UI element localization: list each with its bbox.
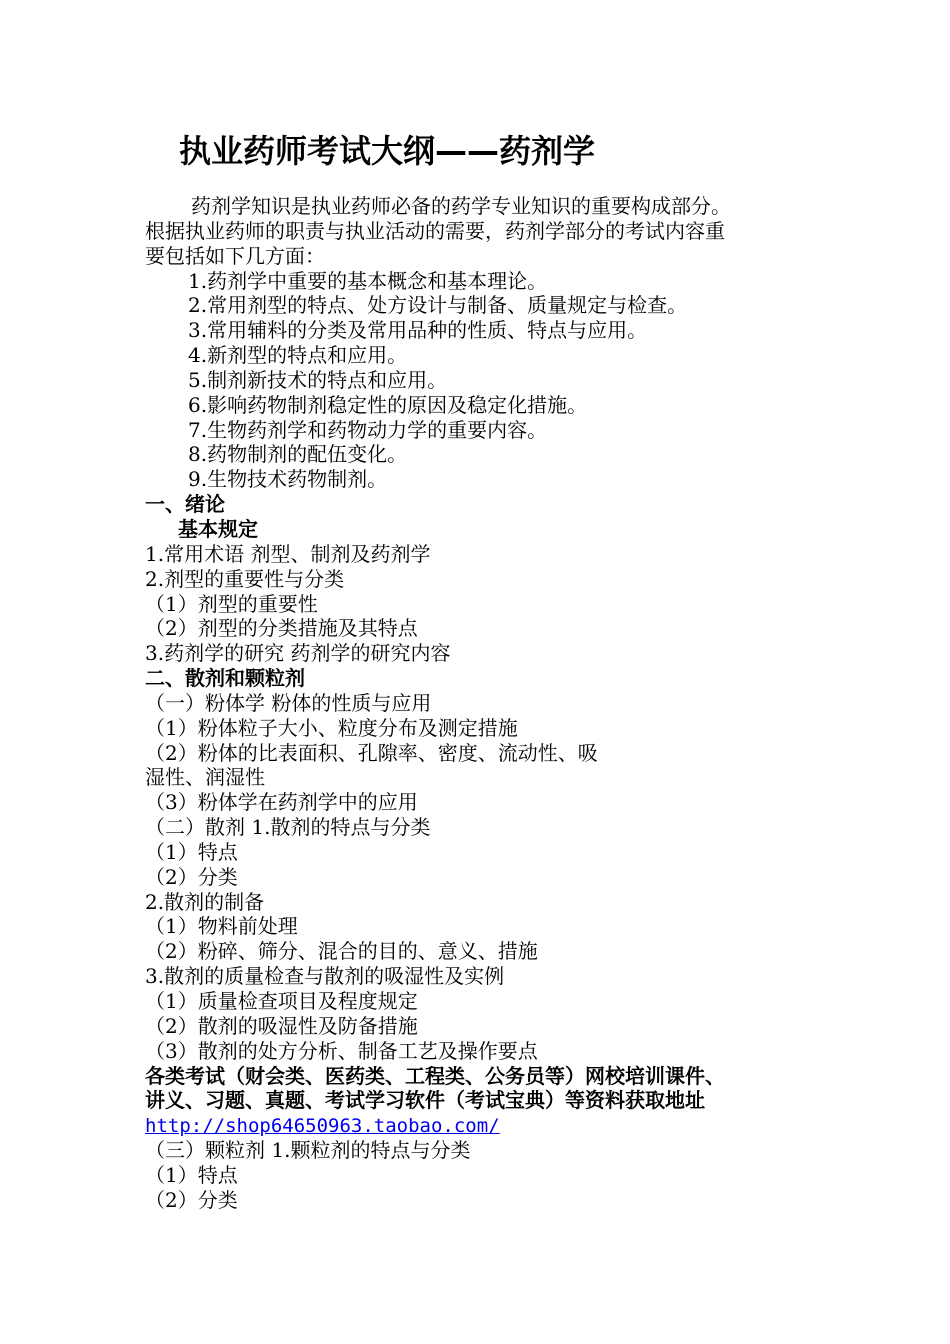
outline-line: （1）物料前处理 [145, 914, 298, 939]
goal-item: 6.影响药物制剂稳定性的原因及稳定化措施。 [188, 392, 588, 417]
document-page [145, 120, 825, 1213]
goal-item: 3.常用辅料的分类及常用品种的性质、特点与应用。 [188, 318, 648, 343]
ad-line: 各类考试（财会类、医药类、工程类、公务员等）网校培训课件、 [145, 1063, 725, 1088]
intro-line: 要包括如下几方面： [145, 243, 325, 268]
outline-line: 湿性、润湿性 [145, 765, 265, 790]
outline-line: （3）粉体学在药剂学中的应用 [145, 790, 418, 815]
shop-link[interactable]: http://shop64650963.taobao.com/ [145, 1115, 500, 1138]
intro-line: 药剂学知识是执业药师必备的药学专业知识的重要构成部分。 [191, 194, 731, 218]
intro-line: 根据执业药师的职责与执业活动的需要，药剂学部分的考试内容重 [145, 218, 725, 243]
goal-item: 8.药物制剂的配伍变化。 [188, 442, 408, 467]
section-heading: 一、绪论 [145, 492, 225, 517]
outline-line: （一）粉体学 粉体的性质与应用 [145, 690, 432, 715]
goal-item: 5.制剂新技术的特点和应用。 [188, 367, 448, 392]
outline-line: （1）特点 [145, 839, 238, 864]
outline-line: （2）剂型的分类措施及其特点 [145, 616, 418, 641]
outline-line: （2）粉体的比表面积、孔隙率、密度、流动性、吸 [145, 740, 598, 765]
outline-line: （2）分类 [145, 864, 238, 889]
outline-line: （二）散剂 1.散剂的特点与分类 [145, 815, 431, 840]
ad-line: 讲义、习题、真题、考试学习软件（考试宝典）等资料获取地址 [145, 1088, 705, 1113]
outline-line: （3）散剂的处方分析、制备工艺及操作要点 [145, 1038, 538, 1063]
document-title: 执业药师考试大纲——药剂学 [179, 132, 596, 170]
goal-item: 1.药剂学中重要的基本概念和基本理论。 [188, 268, 548, 293]
goal-item: 2.常用剂型的特点、处方设计与制备、质量规定与检查。 [188, 293, 688, 318]
outline-line: （1）质量检查项目及程度规定 [145, 989, 418, 1013]
goal-item: 4.新剂型的特点和应用。 [188, 343, 408, 368]
outline-line: （2）粉碎、筛分、混合的目的、意义、措施 [145, 939, 538, 964]
outline-line: 2.剂型的重要性与分类 [145, 566, 345, 591]
outline-line: （1）粉体粒子大小、粒度分布及测定措施 [145, 715, 518, 740]
outline-line: 3.散剂的质量检查与散剂的吸湿性及实例 [145, 964, 505, 989]
outline-line: （1）剂型的重要性 [145, 591, 318, 616]
outline-line: （1）特点 [145, 1162, 238, 1187]
outline-line: （三）颗粒剂 1.颗粒剂的特点与分类 [145, 1138, 471, 1163]
section-heading: 二、散剂和颗粒剂 [145, 666, 305, 691]
outline-line: （2）分类 [145, 1187, 238, 1212]
outline-line: （2）散剂的吸湿性及防备措施 [145, 1013, 418, 1038]
goal-item: 7.生物药剂学和药物动力学的重要内容。 [188, 417, 548, 442]
outline-line: 2.散剂的制备 [145, 889, 265, 914]
outline-line: 3.药剂学的研究 药剂学的研究内容 [145, 641, 451, 666]
title-spacer [145, 182, 825, 194]
outline-line: 1.常用术语 剂型、制剂及药剂学 [145, 541, 431, 566]
section-subheading: 基本规定 [178, 516, 258, 541]
goal-item: 9.生物技术药物制剂。 [188, 467, 388, 492]
